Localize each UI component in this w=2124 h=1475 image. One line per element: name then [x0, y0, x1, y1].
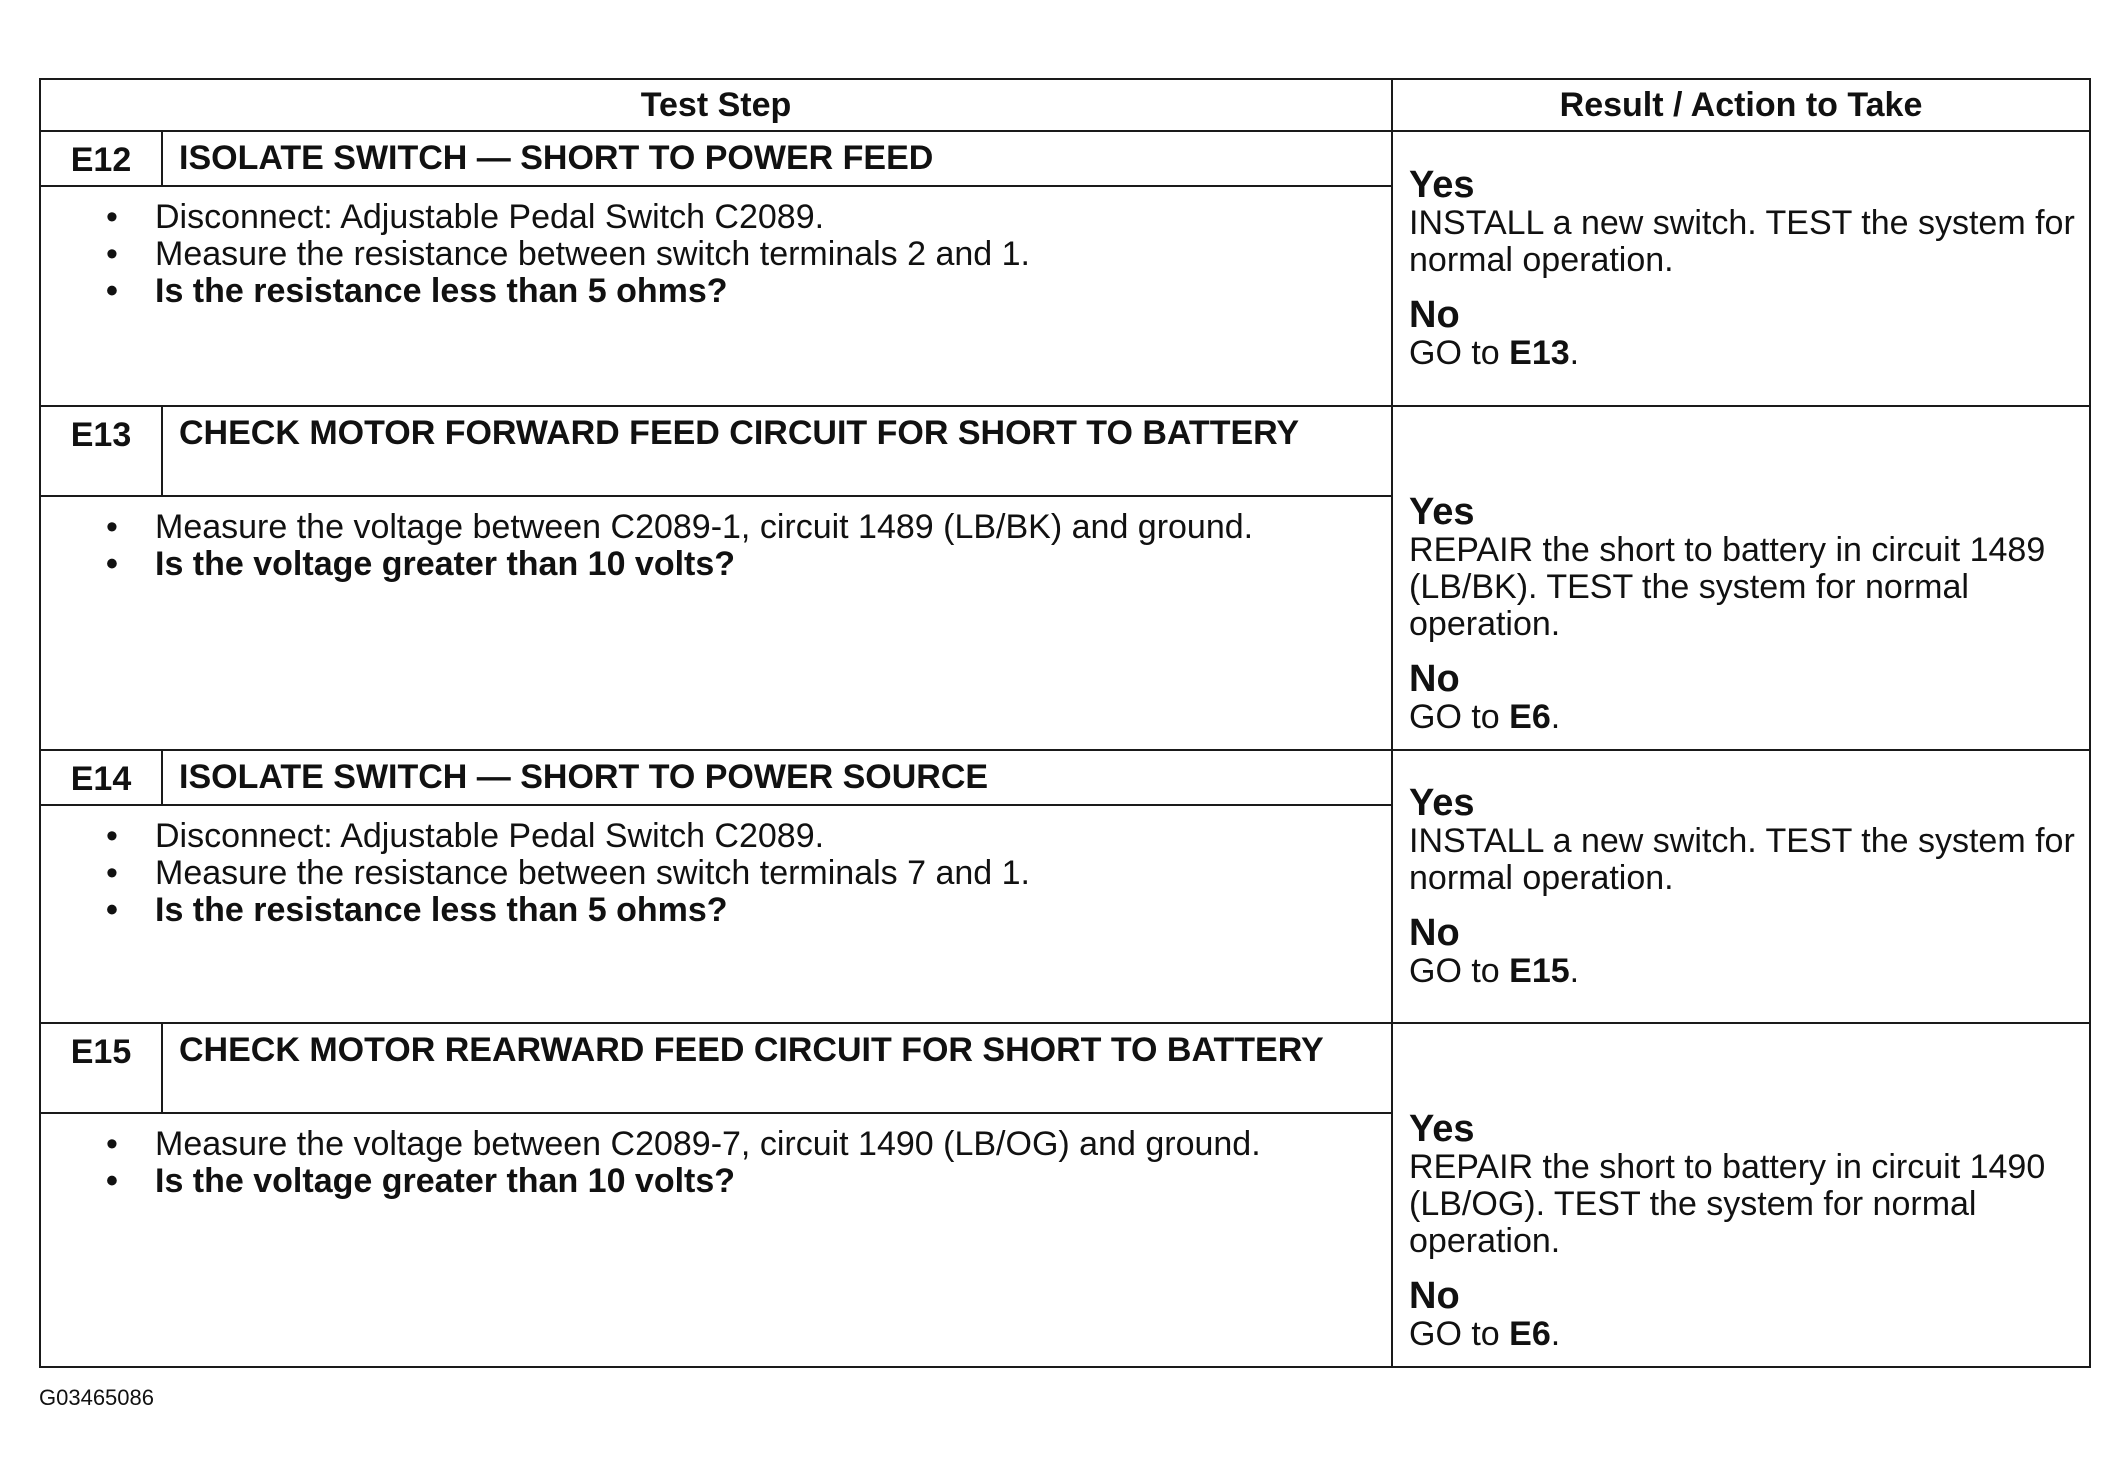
step-id: E15 [40, 1023, 162, 1113]
step-body [40, 1113, 1392, 1367]
test-step-e15 [40, 1023, 2090, 1367]
table-header-row [40, 79, 2090, 131]
diagnostic-table [39, 78, 2091, 1368]
no-action: GO to E13. [1409, 334, 1580, 372]
no-label: No [1409, 658, 1460, 700]
test-step-e14 [40, 750, 2090, 1023]
no-action: GO to E15. [1409, 952, 1580, 990]
yes-label: Yes [1409, 1108, 1475, 1150]
yes-label: Yes [1409, 782, 1475, 824]
no-action: GO to E6. [1409, 698, 1561, 736]
list-item: • Measure the voltage between C2089-7, circuit 1490 (LB/OG) and ground. [106, 1125, 1261, 1163]
step-title: ISOLATE SWITCH — SHORT TO POWER SOURCE [162, 750, 1392, 805]
result-cell [1392, 750, 2090, 1023]
no-label: No [1409, 294, 1460, 336]
step-title: CHECK MOTOR REARWARD FEED CIRCUIT FOR SHORT TO BATTERY [162, 1023, 1392, 1113]
yes-action: REPAIR the short to battery in circuit 1490 (LB/OG). TEST the system for normal operation. [1409, 1148, 2046, 1260]
yes-action: INSTALL a new switch. TEST the system for normal operation. [1409, 204, 2075, 279]
yes-label: Yes [1409, 491, 1475, 533]
step-id: E12 [40, 131, 162, 186]
list-item-question: • Is the voltage greater than 10 volts? [106, 1162, 736, 1200]
test-step-e12 [40, 131, 2090, 406]
step-id: E14 [40, 750, 162, 805]
result-cell [1392, 406, 2090, 750]
step-body [40, 805, 1392, 1023]
step-title: ISOLATE SWITCH — SHORT TO POWER FEED [162, 131, 1392, 186]
no-label: No [1409, 1275, 1460, 1317]
step-id: E13 [40, 406, 162, 496]
result-cell [1392, 131, 2090, 406]
result-cell [1392, 1023, 2090, 1367]
step-title: CHECK MOTOR FORWARD FEED CIRCUIT FOR SHORT TO BATTERY [162, 406, 1392, 496]
list-item: • Measure the voltage between C2089-1, circuit 1489 (LB/BK) and ground. [106, 508, 1254, 546]
step-body [40, 186, 1392, 406]
list-item: • Measure the resistance between switch terminals 2 and 1. [106, 235, 1031, 273]
list-item: • Disconnect: Adjustable Pedal Switch C2089. [106, 817, 825, 855]
step-body [40, 496, 1392, 750]
figure-id: G03465086 [39, 1385, 154, 1410]
list-item-question: • Is the voltage greater than 10 volts? [106, 545, 736, 583]
test-step-header: Test Step [40, 79, 1392, 131]
yes-label: Yes [1409, 164, 1475, 206]
goto-step-link: E13 [1509, 334, 1570, 372]
yes-action: INSTALL a new switch. TEST the system for normal operation. [1409, 822, 2075, 897]
goto-step-link: E15 [1509, 952, 1570, 990]
goto-step-link: E6 [1509, 698, 1551, 736]
yes-action: REPAIR the short to battery in circuit 1489 (LB/BK). TEST the system for normal operation. [1409, 531, 2046, 643]
test-step-e13 [40, 406, 2090, 750]
list-item: • Disconnect: Adjustable Pedal Switch C2089. [106, 198, 825, 236]
no-action: GO to E6. [1409, 1315, 1561, 1353]
result-action-header: Result / Action to Take [1392, 79, 2090, 131]
no-label: No [1409, 912, 1460, 954]
list-item-question: • Is the resistance less than 5 ohms? [106, 891, 728, 929]
goto-step-link: E6 [1509, 1315, 1551, 1353]
list-item-question: • Is the resistance less than 5 ohms? [106, 272, 728, 310]
list-item: • Measure the resistance between switch terminals 7 and 1. [106, 854, 1031, 892]
